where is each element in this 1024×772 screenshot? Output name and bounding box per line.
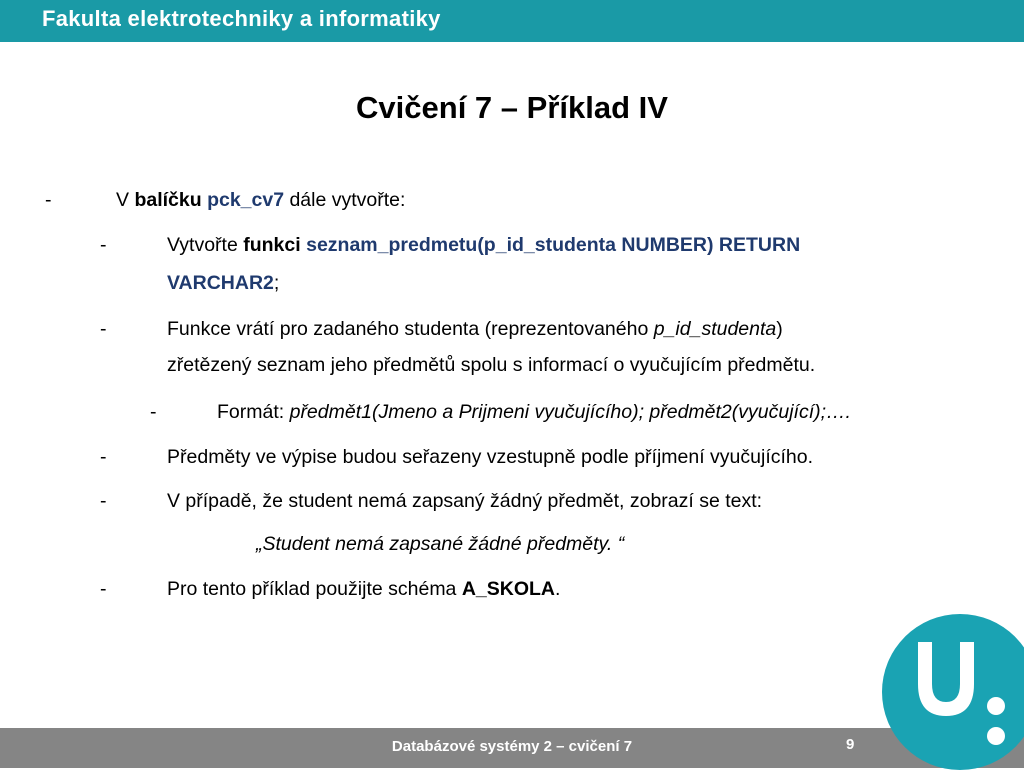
bullet-dash: - bbox=[150, 401, 157, 423]
bullet-4 bbox=[217, 401, 851, 424]
bullet-6 bbox=[167, 490, 762, 513]
text: ; bbox=[273, 272, 280, 294]
bullet-5 bbox=[167, 446, 813, 469]
quoted-text: „Student nemá zapsané žádné předměty. “ bbox=[256, 533, 625, 555]
slide-title: Cvičení 7 – Příklad IV bbox=[356, 90, 668, 125]
format-example: předmět1(Jmeno a Prijmeni vyučujícího); předmět2(vyučující);…. bbox=[289, 401, 851, 423]
text: Funkce vrátí pro zadaného studenta (reprezentovaného bbox=[167, 318, 654, 340]
footer-bar bbox=[0, 728, 1024, 768]
logo-dot-2 bbox=[987, 727, 1005, 745]
bullet-dash: - bbox=[100, 318, 107, 340]
text: V případě, že student nemá zapsaný žádný předmět, zobrazí se text: bbox=[167, 490, 763, 512]
text-italic: p_id_studenta bbox=[653, 318, 777, 340]
bullet-2-cont bbox=[167, 272, 279, 295]
text: . bbox=[555, 578, 561, 600]
text: ) bbox=[776, 318, 783, 340]
text-bold: funkci bbox=[243, 234, 301, 256]
logo-dot-1 bbox=[987, 697, 1005, 715]
page-number: 9 bbox=[846, 736, 855, 753]
text: Pro tento příklad použijte schéma bbox=[167, 578, 462, 600]
bullet-2 bbox=[167, 234, 800, 257]
bullet-dash: - bbox=[100, 578, 107, 600]
bullet-dash: - bbox=[45, 189, 52, 211]
text: Formát: bbox=[217, 401, 290, 423]
header-bar bbox=[0, 0, 1024, 42]
bullet-dash: - bbox=[100, 234, 107, 256]
bullet-dash: - bbox=[100, 490, 107, 512]
text: Předměty ve výpise budou seřazeny vzestupně podle příjmení vyučujícího. bbox=[167, 446, 814, 468]
text: V bbox=[116, 189, 135, 211]
bullet-8 bbox=[167, 578, 560, 601]
bullet-1 bbox=[116, 189, 405, 212]
text: zřetězený seznam jeho předmětů spolu s informací o vyučujícím předmětu. bbox=[167, 354, 816, 376]
bullet-dash: - bbox=[100, 446, 107, 468]
text: Vytvořte bbox=[167, 234, 244, 256]
package-name: pck_cv7 bbox=[207, 189, 285, 211]
text-bold: balíčku bbox=[134, 189, 202, 211]
bullet-3-cont bbox=[167, 354, 815, 377]
university-logo-icon bbox=[880, 612, 1024, 772]
return-type: VARCHAR2 bbox=[167, 272, 274, 294]
logo-circle bbox=[882, 614, 1024, 770]
bullet-3 bbox=[167, 318, 783, 341]
faculty-name: Fakulta elektrotechniky a informatiky bbox=[42, 6, 441, 31]
text: dále vytvořte: bbox=[284, 189, 406, 211]
schema-name: A_SKOLA bbox=[461, 578, 556, 600]
function-signature: seznam_predmetu(p_id_studenta NUMBER) RETURN bbox=[306, 234, 801, 256]
footer-text: Databázové systémy 2 – cvičení 7 bbox=[391, 738, 633, 755]
